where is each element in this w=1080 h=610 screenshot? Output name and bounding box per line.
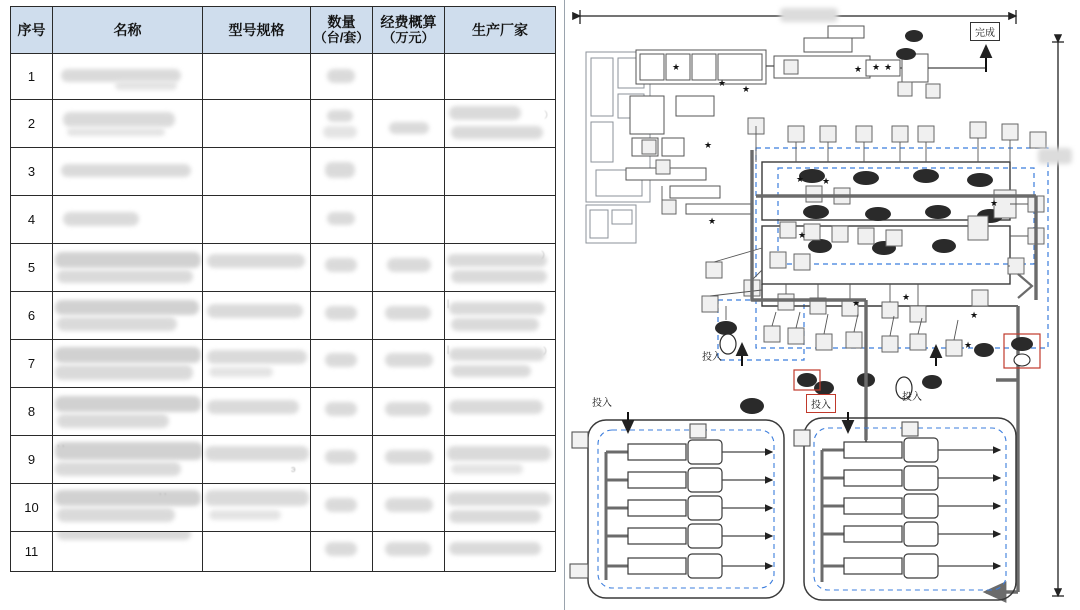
redacted-text bbox=[447, 254, 547, 267]
cell-cost bbox=[373, 388, 445, 436]
label-input-3: 投入 bbox=[806, 394, 836, 413]
svg-text:★: ★ bbox=[872, 63, 881, 73]
cell-spec bbox=[203, 436, 311, 484]
cell-manufacturer bbox=[445, 532, 556, 572]
cell-quantity bbox=[311, 196, 373, 244]
redacted-text bbox=[55, 396, 201, 412]
redacted-text bbox=[115, 81, 177, 90]
redacted-text bbox=[389, 122, 429, 134]
svg-text:★: ★ bbox=[854, 65, 863, 75]
cell-index: 4 bbox=[11, 196, 53, 244]
cell-quantity bbox=[311, 436, 373, 484]
redacted-text bbox=[61, 164, 191, 177]
column-header-manufacturer: 生产厂家 bbox=[445, 7, 556, 54]
cell-manufacturer bbox=[445, 54, 556, 100]
cell-spec bbox=[203, 196, 311, 244]
cell-quantity bbox=[311, 244, 373, 292]
cell-name bbox=[53, 244, 203, 292]
cell-cost bbox=[373, 340, 445, 388]
cell-spec bbox=[203, 532, 311, 572]
label-finish: 完成 bbox=[970, 22, 1000, 41]
panel-divider bbox=[564, 0, 565, 610]
table-row bbox=[11, 340, 556, 388]
cell-index: 6 bbox=[11, 292, 53, 340]
cell-manufacturer bbox=[445, 484, 556, 532]
table-row bbox=[11, 148, 556, 196]
redacted-text: | bbox=[447, 344, 450, 354]
cell-spec bbox=[203, 244, 311, 292]
cell-quantity bbox=[311, 532, 373, 572]
redacted-text: ） bbox=[544, 110, 554, 120]
column-header-quantity: 数量 （台/套） bbox=[311, 7, 373, 54]
column-header-spec: 型号规格 bbox=[203, 7, 311, 54]
redacted-text: э bbox=[291, 464, 296, 474]
cell-cost bbox=[373, 54, 445, 100]
cell-manufacturer bbox=[445, 196, 556, 244]
redacted-text bbox=[63, 212, 139, 226]
cell-spec bbox=[203, 388, 311, 436]
cell-quantity bbox=[311, 148, 373, 196]
redacted-text bbox=[385, 450, 433, 464]
redacted-text bbox=[325, 542, 357, 556]
redacted-text bbox=[449, 302, 545, 315]
redacted-text bbox=[449, 510, 541, 523]
svg-text:★: ★ bbox=[964, 341, 973, 351]
cell-cost bbox=[373, 532, 445, 572]
redacted-text bbox=[327, 69, 355, 83]
cell-index: 5 bbox=[11, 244, 53, 292]
cell-manufacturer bbox=[445, 340, 556, 388]
table-row bbox=[11, 388, 556, 436]
redacted-text bbox=[207, 400, 299, 414]
cell-quantity bbox=[311, 100, 373, 148]
cell-cost bbox=[373, 292, 445, 340]
redacted-text bbox=[387, 258, 431, 272]
svg-text:★: ★ bbox=[742, 85, 751, 95]
cell-index: 11 bbox=[11, 532, 53, 572]
cell-index: 8 bbox=[11, 388, 53, 436]
cell-index: 3 bbox=[11, 148, 53, 196]
label-input-4: 投入 bbox=[902, 392, 922, 403]
svg-text:★: ★ bbox=[884, 63, 893, 73]
redacted-text bbox=[325, 258, 357, 272]
svg-text:★: ★ bbox=[990, 199, 999, 209]
redacted-text bbox=[451, 318, 539, 331]
redacted-text bbox=[207, 254, 305, 268]
table-row bbox=[11, 484, 556, 532]
table-row bbox=[11, 532, 556, 572]
redacted-text bbox=[57, 317, 177, 331]
cell-manufacturer bbox=[445, 244, 556, 292]
svg-text:★: ★ bbox=[798, 231, 807, 241]
redacted-text bbox=[385, 498, 433, 512]
cell-cost bbox=[373, 100, 445, 148]
cell-index: 1 bbox=[11, 54, 53, 100]
redacted-text bbox=[449, 400, 543, 414]
redacted-text bbox=[57, 414, 169, 428]
cell-name bbox=[53, 196, 203, 244]
redacted-text bbox=[55, 462, 181, 476]
cell-manufacturer bbox=[445, 436, 556, 484]
redacted-text bbox=[205, 446, 309, 461]
redacted-text bbox=[447, 492, 551, 506]
redacted-text bbox=[57, 270, 193, 283]
cell-cost bbox=[373, 436, 445, 484]
svg-text:★: ★ bbox=[970, 311, 979, 321]
redacted-text: ） bbox=[541, 250, 551, 260]
redacted-text bbox=[327, 212, 355, 225]
redacted-text bbox=[323, 126, 357, 138]
svg-text:★: ★ bbox=[852, 299, 861, 309]
redacted-text bbox=[1038, 148, 1072, 164]
column-header-name: 名称 bbox=[53, 7, 203, 54]
redacted-text bbox=[451, 126, 543, 139]
table-header-row bbox=[11, 7, 556, 54]
redacted-text: ） bbox=[543, 346, 553, 356]
redacted-text: | bbox=[447, 298, 450, 308]
redacted-text bbox=[209, 510, 281, 520]
cell-cost bbox=[373, 196, 445, 244]
redacted-text bbox=[207, 350, 307, 364]
redacted-text bbox=[55, 347, 201, 363]
cell-name bbox=[53, 484, 203, 532]
redacted-text bbox=[385, 353, 433, 367]
redacted-text bbox=[325, 402, 357, 416]
cell-quantity bbox=[311, 292, 373, 340]
cell-name bbox=[53, 388, 203, 436]
redacted-text bbox=[449, 542, 541, 555]
redacted-text bbox=[209, 367, 273, 377]
cell-quantity bbox=[311, 54, 373, 100]
cell-cost bbox=[373, 148, 445, 196]
cell-name bbox=[53, 436, 203, 484]
redacted-text bbox=[449, 106, 521, 120]
redacted-text bbox=[57, 508, 175, 522]
label-input-1: 投入 bbox=[702, 352, 722, 363]
table-row bbox=[11, 54, 556, 100]
cell-spec bbox=[203, 148, 311, 196]
svg-text:★: ★ bbox=[796, 175, 805, 185]
cell-quantity bbox=[311, 484, 373, 532]
svg-text:★: ★ bbox=[902, 293, 911, 303]
redacted-text bbox=[780, 8, 838, 22]
redacted-text bbox=[55, 490, 201, 506]
svg-text:★: ★ bbox=[672, 63, 681, 73]
redacted-text bbox=[57, 532, 191, 541]
label-input-2: 投入 bbox=[592, 398, 612, 409]
cell-manufacturer bbox=[445, 292, 556, 340]
cell-manufacturer bbox=[445, 100, 556, 148]
cell-name bbox=[53, 148, 203, 196]
redacted-text bbox=[325, 450, 357, 464]
table-row bbox=[11, 244, 556, 292]
redacted-text bbox=[447, 446, 551, 461]
cell-manufacturer bbox=[445, 388, 556, 436]
cell-spec bbox=[203, 292, 311, 340]
redacted-text: , , bbox=[57, 438, 65, 448]
cell-name bbox=[53, 532, 203, 572]
svg-text:★: ★ bbox=[822, 177, 831, 187]
redacted-text bbox=[325, 306, 357, 320]
cell-name bbox=[53, 100, 203, 148]
equipment-table-panel bbox=[10, 6, 555, 604]
cell-index: 9 bbox=[11, 436, 53, 484]
redacted-text bbox=[385, 402, 431, 416]
svg-text:★: ★ bbox=[704, 141, 713, 151]
column-header-index: 序号 bbox=[11, 7, 53, 54]
cell-index: 10 bbox=[11, 484, 53, 532]
svg-text:★: ★ bbox=[718, 79, 727, 89]
redacted-text bbox=[385, 542, 431, 556]
redacted-text bbox=[325, 353, 357, 367]
redacted-text bbox=[449, 348, 545, 361]
redacted-text bbox=[385, 306, 431, 320]
redacted-text bbox=[55, 442, 203, 460]
redacted-text bbox=[63, 112, 175, 127]
cell-name bbox=[53, 292, 203, 340]
column-header-cost: 经费概算 （万元） bbox=[373, 7, 445, 54]
cell-spec bbox=[203, 100, 311, 148]
redacted-text bbox=[451, 365, 531, 377]
redacted-text bbox=[327, 110, 353, 122]
redacted-text bbox=[451, 270, 547, 283]
redacted-text bbox=[55, 300, 199, 315]
table-row bbox=[11, 292, 556, 340]
cell-spec bbox=[203, 484, 311, 532]
cell-name bbox=[53, 54, 203, 100]
table-row bbox=[11, 196, 556, 244]
redacted-text bbox=[55, 365, 193, 380]
redacted-text bbox=[451, 464, 523, 474]
process-flow-diagram bbox=[566, 0, 1080, 610]
cell-quantity bbox=[311, 340, 373, 388]
redacted-text bbox=[67, 128, 165, 136]
cell-spec bbox=[203, 54, 311, 100]
redacted-text bbox=[207, 304, 303, 318]
cell-manufacturer bbox=[445, 148, 556, 196]
cell-spec bbox=[203, 340, 311, 388]
redacted-text bbox=[325, 498, 357, 512]
cell-quantity bbox=[311, 388, 373, 436]
equipment-table bbox=[10, 6, 556, 572]
table-row bbox=[11, 100, 556, 148]
redacted-text bbox=[55, 252, 201, 268]
cell-cost bbox=[373, 484, 445, 532]
cell-cost bbox=[373, 244, 445, 292]
cell-index: 7 bbox=[11, 340, 53, 388]
svg-text:★: ★ bbox=[708, 217, 717, 227]
flow-diagram-svg bbox=[566, 0, 1080, 610]
redacted-text: , , bbox=[159, 486, 167, 496]
cell-name bbox=[53, 340, 203, 388]
redacted-text bbox=[325, 162, 355, 178]
cell-index: 2 bbox=[11, 100, 53, 148]
redacted-text bbox=[205, 490, 309, 506]
table-row bbox=[11, 436, 556, 484]
